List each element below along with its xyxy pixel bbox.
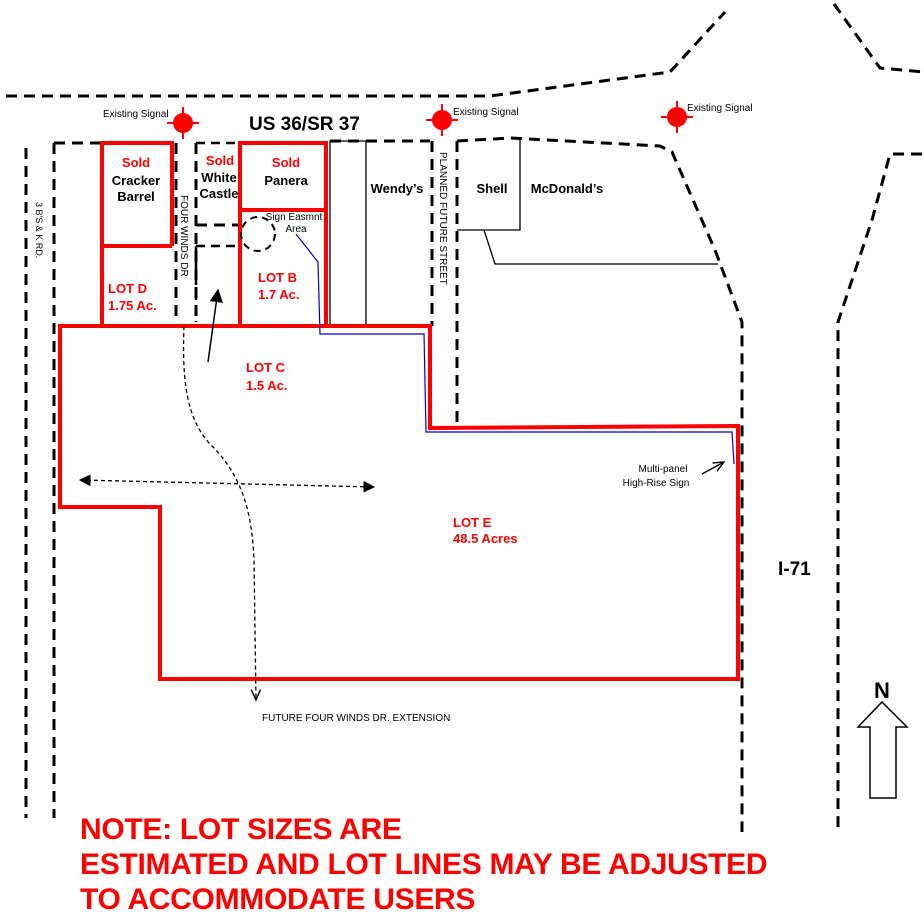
mcdonalds-parcel xyxy=(484,230,718,264)
white-castle-label: White xyxy=(201,170,237,185)
sign-easement-label: Sign Easmnt xyxy=(265,212,323,223)
panera-label: Panera xyxy=(264,173,308,188)
north-label: N xyxy=(874,678,890,703)
signal-label: Existing Signal xyxy=(687,103,753,114)
lot-d-label: LOT D xyxy=(108,281,147,296)
shell-label: Shell xyxy=(476,181,508,196)
wendys-label: Wendy’s xyxy=(370,181,424,196)
shell-frontage xyxy=(457,138,742,832)
signal-label: Existing Signal xyxy=(103,109,169,120)
us36-ne-ramp xyxy=(834,4,924,72)
note-line: TO ACCOMMODATE USERS xyxy=(80,883,476,916)
signals xyxy=(167,101,693,139)
road-planned-street-label: PLANNED FUTURE STREET xyxy=(437,152,448,285)
sold-label: Sold xyxy=(205,153,235,168)
future-extension-label: FUTURE FOUR WINDS DR. EXTENSION xyxy=(262,713,451,724)
parcel-lines xyxy=(330,140,718,326)
lot-c-size: 1.5 Ac. xyxy=(246,378,288,393)
sold-label: Sold xyxy=(271,155,301,170)
signal-label: Existing Signal xyxy=(453,107,519,118)
arrows xyxy=(80,290,724,700)
wendys-parcel xyxy=(330,141,366,326)
note-line: NOTE: LOT SIZES ARE xyxy=(80,813,402,846)
lot-d-size: 1.75 Ac. xyxy=(108,298,157,313)
lot-lines xyxy=(60,143,738,679)
us36-north-edge xyxy=(6,12,725,96)
sign-easement-line xyxy=(296,234,734,464)
cracker-barrel-label: Barrel xyxy=(117,189,155,204)
mcdonalds-label: McDonald’s xyxy=(530,181,604,196)
lot-e-width-arrow xyxy=(80,480,374,487)
note-line: ESTIMATED AND LOT LINES MAY BE ADJUSTED xyxy=(80,848,768,881)
sign-easement-label: Area xyxy=(285,224,307,235)
lot-e-size: 48.5 Acres xyxy=(453,531,518,546)
disclaimer-note xyxy=(80,812,767,917)
lot-b-size: 1.7 Ac. xyxy=(258,287,300,302)
road-lines xyxy=(6,4,924,832)
i71-label: I-71 xyxy=(778,559,811,580)
sold-label: Sold xyxy=(121,155,151,170)
cracker-barrel-label: Cracker xyxy=(111,173,161,188)
north-arrow xyxy=(858,678,907,798)
white-castle-label: Castle xyxy=(199,186,239,201)
lot-b-label: LOT B xyxy=(258,270,297,285)
lot-e-boundary xyxy=(60,326,738,679)
high-rise-sign-label: Multi-panel xyxy=(638,464,688,475)
high-rise-sign-arrow xyxy=(702,462,724,474)
road-us36-label: US 36/SR 37 xyxy=(249,114,360,135)
north-arrow-icon xyxy=(858,702,907,798)
signal-icon xyxy=(167,107,199,139)
high-rise-sign-label: High-Rise Sign xyxy=(622,478,690,489)
road-3bsk-label: 3 B'S & K RD. xyxy=(34,202,44,259)
lot-c-label: LOT C xyxy=(246,360,285,375)
road-four-winds-label: FOUR WINDS DR xyxy=(178,195,189,277)
lot-e-label: LOT E xyxy=(453,515,492,530)
